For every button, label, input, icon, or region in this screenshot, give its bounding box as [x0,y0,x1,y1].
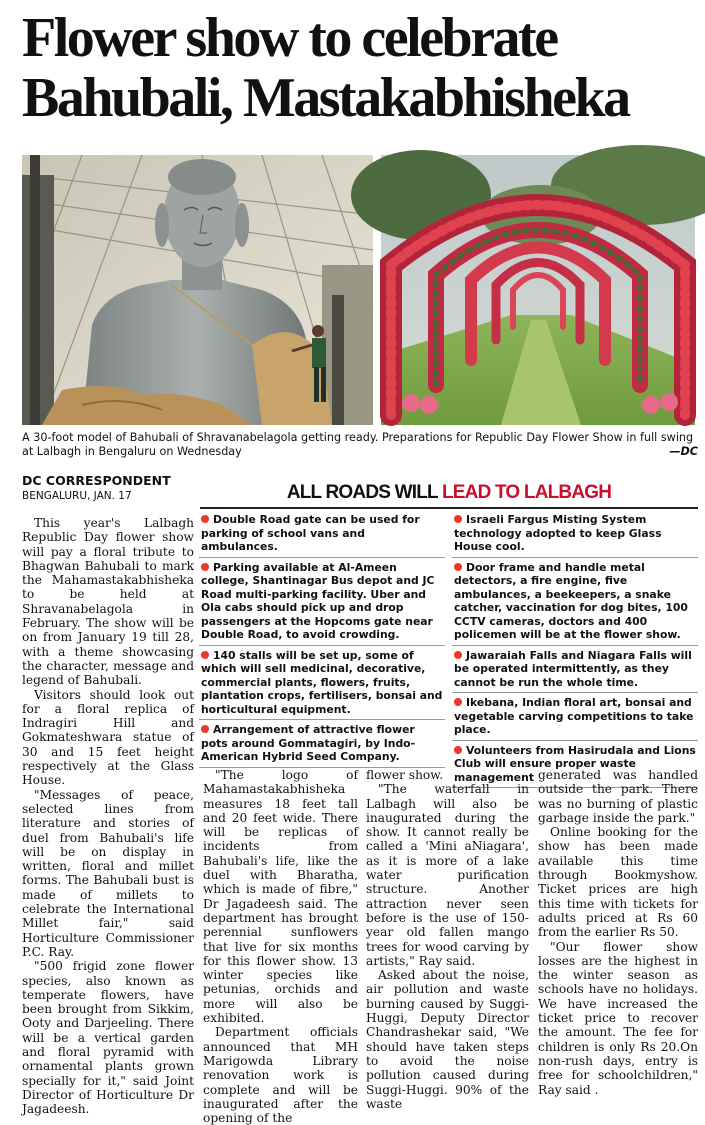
caption-text: A 30-foot model of Bahubali of Shravanabelagola getting ready. Preparations for Republic Day Flower Show in full swing at Lalbagh in Bengaluru on Wednesday [22,431,694,458]
article-column-3 [366,768,529,1111]
bullet-dot-icon [201,651,209,659]
paragraph: "The logo of Mahamastakabhisheka measures 18 feet tall and 20 feet wide. There will be replicas of incidents from Bahubali's life, like the duel with Bharatha, which is made of fibre," Dr Jagadeesh said. The department has brought perennial sunflowers that live for six months for this flower show. 13 winter species like petunias, orchids and more will also be exhibited. [203,768,358,1026]
info-bullet: Jawaraiah Falls and Niagara Falls will be operated intermittently, as they cannot be run the whole time. [452,646,698,694]
headline-line-1: Flower show to celebrate [22,7,557,69]
paragraph: "Our flower show losses are the highest in the winter season as schools have no holidays. We have increased the ticket price to recover the amount. The fee for children is only Rs 20.On non-rush days, entry is free for schoolchildren," Ray said . [538,939,698,1097]
info-bullet: Volunteers from Hasirudala and Lions Club will ensure proper waste management [452,741,698,789]
paragraph: "Messages of peace, selected lines from literature and stories of duel from Bahubali's life will be on display in written, floral and millet forms. The Bahubali bust is made of millets to celebrate the International Millet fair," said Horticulture Commissioner P.C. Ray. [22,787,194,959]
byline-author: DC CORRESPONDENT [22,473,171,488]
paragraph: This year's Lalbagh Republic Day flower show will pay a floral tribute to Bhagwan Bahubali to mark the Mahamastakabhisheka to be held at Shravanabelagola in February. The show will be on from January 19 till 28, with a theme showcasing the character, message and legend of Bahubali. [22,516,194,688]
bullet-dot-icon [201,515,209,523]
paragraph: "500 frigid zone flower species, also known as temperate flowers, have been brought from Sikkim, Ooty and Darjeeling. There will be a vertical garden and floral pyramid with ornamental plants grown specially for it," said Joint Director of Horticulture Dr Jagadeesh. [22,959,194,1117]
bullet-dot-icon [454,515,462,523]
info-bullet: Double Road gate can be used for parking of school vans and ambulances. [199,510,445,558]
article-column-1 [22,516,194,1116]
bullet-dot-icon [454,698,462,706]
flower-arches-photo [381,155,695,425]
bullet-dot-icon [454,563,462,571]
info-box-title-red: LEAD TO LALBAGH [441,482,612,503]
bahubali-statue-photo [22,155,373,425]
info-box-left-list [199,510,445,768]
paragraph: Department officials announced that MH Marigowda Library renovation work is complete and will be inaugurated after the opening of the [203,1025,358,1125]
paragraph: Online booking for the show has been made available this time through Bookmyshow. Ticket prices are high this time with tickets for adults priced at Rs 60 from the earlier Rs 50. [538,825,698,940]
paragraph: flower show. [366,768,444,782]
bullet-dot-icon [454,651,462,659]
byline [22,473,202,503]
info-bullet: 140 stalls will be set up, some of which will sell medicinal, decorative, commercial plants, flowers, fruits, plantation crops, fertilisers, bonsai and horticultural equipment. [199,646,445,721]
photo-caption [22,431,698,459]
info-bullet: Door frame and handle metal detectors, a fire engine, five ambulances, a beekeepers, a snake catcher, vaccination for dog bites, 100 CCTV cameras, doctors and 400 policemen will be at the flower show. [452,558,698,646]
bullet-dot-icon [201,725,209,733]
info-bullet: Arrangement of attractive flower pots around Gommatagiri, by Indo-American Hybrid Seed Company. [199,720,445,768]
byline-dateline: BENGALURU, JAN. 17 [22,490,132,502]
article-column-4 [538,768,698,1097]
paragraph: "The waterfall in Lalbagh will also be inaugurated during the show. It cannot really be called a 'Mini aNiagara', as it is more of a lake water purification structure. Another attraction never seen before is the use of 150-year old fallen mango trees for wood carving by artists," Ray said. [366,782,529,968]
paragraph: generated was handled outside the park. There was no burning of plastic garbage inside the park." [538,768,698,825]
info-box-divider [200,507,698,509]
paragraph: Asked about the noise, air pollution and waste burning caused by Suggi-Huggi, Deputy Director Chandrashekar said, "We should have taken steps to avoid the noise pollution caused during Suggi-Huggi. 90% of the waste [366,968,529,1111]
info-bullet: Parking available at Al-Ameen college, Shantinagar Bus depot and JC Road multi-parking facility. Uber and Ola cabs should pick up and drop passengers at the Hopcoms gate near Double Road, to avoid crowding. [199,558,445,646]
caption-credit: —DC [669,445,698,458]
bullet-dot-icon [201,563,209,571]
article-column-2 [203,768,358,1125]
info-bullet: Ikebana, Indian floral art, bonsai and vegetable carving competitions to take place. [452,693,698,741]
info-box-right-list [452,510,698,788]
info-box-title [200,482,698,504]
headline [22,8,692,128]
paragraph: Visitors should look out for a floral replica of Indragiri Hill and Gokmateshwara statue of 30 and 15 feet height respectively at the Glass House. [22,687,194,788]
headline-line-2: Bahubali, Mastakabhisheka [22,67,629,129]
info-box-title-black: ALL ROADS WILL [286,482,438,503]
info-bullet: Israeli Fargus Misting System technology adopted to keep Glass House cool. [452,510,698,558]
bullet-dot-icon [454,746,462,754]
